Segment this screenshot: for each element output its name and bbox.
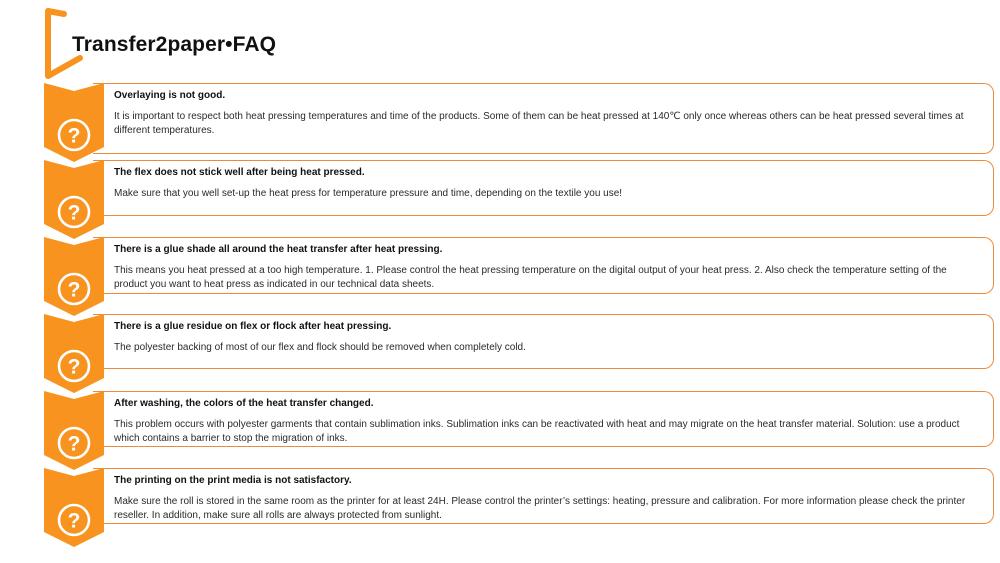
svg-text:?: ? (67, 355, 81, 379)
faq-item (0, 314, 1000, 379)
faq-question: Overlaying is not good. (114, 90, 226, 101)
svg-text:?: ? (67, 124, 81, 148)
faq-answer: The polyester backing of most of our flex and flock should be removed when completely cold. (114, 342, 526, 353)
faq-question: The printing on the print media is not satisfactory. (114, 475, 352, 486)
page-title: Transfer2paper•FAQ (72, 33, 277, 56)
question-mark-icon (44, 314, 104, 393)
svg-text:?: ? (67, 201, 81, 225)
svg-text:?: ? (67, 278, 81, 302)
faq-answer: This means you heat pressed at a too high temperature. 1. Please control the heat pressing temperature on the digital output of your heat press. 2. Also check the temperature setting of the product you want to heat press as indicated in our technical data sheets. (114, 265, 947, 290)
question-mark-icon (44, 468, 104, 547)
question-mark-icon (44, 160, 104, 239)
svg-text:?: ? (67, 509, 81, 533)
faq-question: After washing, the colors of the heat transfer changed. (114, 398, 374, 409)
question-mark-icon (44, 83, 104, 162)
faq-question: There is a glue shade all around the heat transfer after heat pressing. (114, 244, 443, 255)
faq-item (0, 237, 1000, 302)
faq-item (0, 160, 1000, 225)
question-mark-icon (44, 237, 104, 316)
faq-answer: This problem occurs with polyester garments that contain sublimation inks. Sublimation inks can be reactivated with heat and may migrate on the heat transfer material. Solution: use a product which contains a barrier to stop the migration of inks. (114, 419, 960, 444)
faq-answer: Make sure that you well set-up the heat press for temperature pressure and time, depending on the textile you use! (114, 188, 623, 199)
faq-item (0, 391, 1000, 456)
faq-answer: It is important to respect both heat pressing temperatures and time of the products. Some of them can be heat pressed at 140℃ only once whereas others can be heat pressed several times at different temperatures. (114, 111, 964, 136)
faq-item (0, 468, 1000, 533)
question-mark-icon (44, 391, 104, 470)
faq-answer: Make sure the roll is stored in the same room as the printer for at least 24H. Please control the printer’s settings: heating, pressure and calibration. For more information please check the printer reseller. In addition, make sure all rolls are always protected from sunlight. (114, 496, 966, 521)
faq-question: There is a glue residue on flex or flock after heat pressing. (114, 321, 392, 332)
svg-text:?: ? (67, 432, 81, 456)
faq-question: The flex does not stick well after being heat pressed. (114, 167, 365, 178)
faq-item (0, 83, 1000, 154)
